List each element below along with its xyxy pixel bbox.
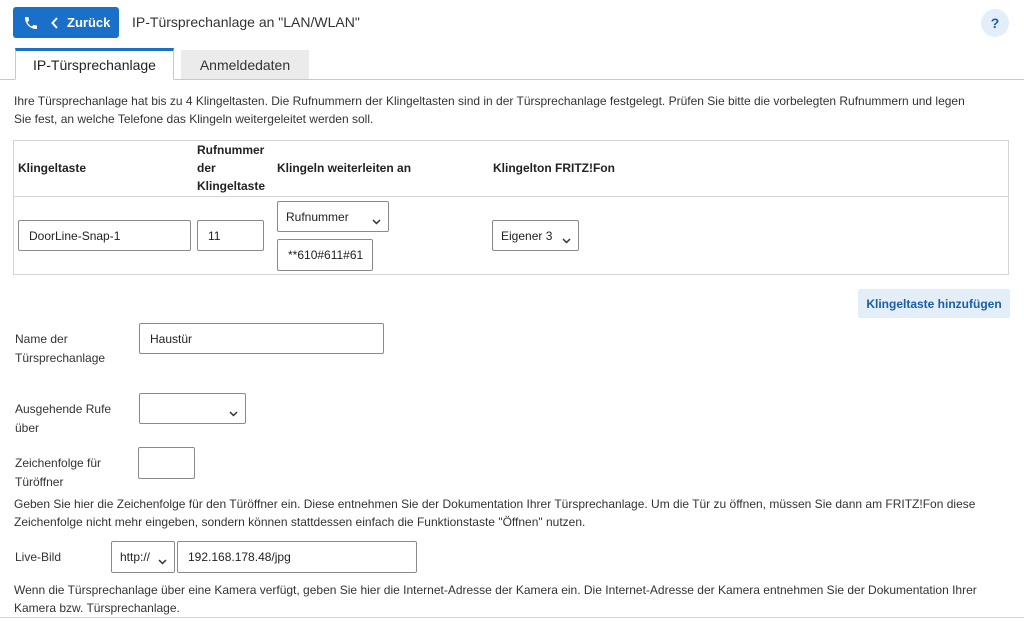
page-title: IP-Türsprechanlage an "LAN/WLAN"	[132, 14, 360, 30]
forward-type-select[interactable]	[277, 201, 389, 232]
tab-ip-tuersprechanlage[interactable]: IP-Türsprechanlage	[15, 48, 174, 80]
outgoing-label-2: über	[15, 421, 40, 435]
opener-label-1: Zeichenfolge für	[15, 456, 102, 470]
ringtone-select[interactable]	[492, 220, 579, 251]
help-button[interactable]: ?	[981, 9, 1009, 37]
live-help-line-2: Kamera bzw. Türsprechanlage.	[14, 601, 180, 615]
live-image-url-input[interactable]: 192.168.178.48/jpg	[177, 541, 417, 573]
forward-number-input[interactable]: **610#611#61	[277, 239, 373, 271]
forward-type-value: Rufnummer	[286, 209, 349, 224]
intro-line-2: Sie fest, an welche Telefone das Klingeln weitergeleitet werden soll.	[14, 112, 374, 126]
tab-anmeldedaten[interactable]: Anmeldedaten	[181, 50, 309, 79]
live-image-label: Live-Bild	[15, 550, 62, 564]
name-label-1: Name der	[15, 332, 68, 346]
chevron-down-icon	[229, 406, 238, 420]
col-header-rufnummer-3: Klingeltaste	[197, 179, 266, 193]
col-header-rufnummer-2: der	[197, 161, 216, 175]
live-help-line-1: Wenn die Türsprechanlage über eine Kamera verfügt, geben Sie hier die Internet-Adresse der Kamera ein. Die Internet-Adresse der Kamera entnehmen Sie der Dokumentation Ihrer	[14, 583, 977, 597]
outgoing-calls-select[interactable]	[139, 393, 246, 424]
chevron-down-icon	[158, 554, 167, 568]
opener-label-2: Türöffner	[15, 475, 64, 489]
opener-help-line-1: Geben Sie hier die Zeichenfolge für den Türöffner ein. Diese entnehmen Sie der Dokumentation Ihrer Türsprechanlage. Um die Tür zu öffnen, müssen Sie dann am FRITZ!Fon diese	[14, 497, 976, 511]
back-label: Zurück	[67, 15, 111, 30]
opener-help-line-2: Zeichenfolge nicht mehr eingeben, sondern können stattdessen einfach die Funktionstaste "Öffnen" nutzen.	[14, 515, 586, 529]
col-header-klingeltaste: Klingeltaste	[18, 161, 87, 175]
add-klingeltaste-button[interactable]: Klingeltaste hinzufügen	[858, 289, 1010, 318]
bottom-divider	[0, 617, 1024, 618]
outgoing-label-1: Ausgehende Rufe	[15, 402, 112, 416]
col-header-weiterleiten: Klingeln weiterleiten an	[277, 161, 412, 175]
protocol-value: http://	[120, 550, 151, 564]
col-header-rufnummer-1: Rufnummer	[197, 143, 265, 157]
klingeltaste-number-input[interactable]: 11	[197, 220, 264, 251]
opener-sequence-input[interactable]	[138, 447, 195, 479]
back-button[interactable]	[13, 7, 119, 38]
table-header-divider	[14, 196, 1008, 197]
protocol-select[interactable]	[111, 541, 175, 573]
name-input[interactable]: Haustür	[139, 323, 384, 354]
phone-icon	[23, 15, 39, 31]
chevron-down-icon	[372, 214, 381, 228]
chevron-left-icon	[51, 17, 59, 29]
col-header-klingelton: Klingelton FRITZ!Fon	[493, 161, 615, 175]
chevron-down-icon	[562, 233, 571, 247]
klingeltaste-name-input[interactable]: DoorLine-Snap-1	[18, 220, 191, 251]
name-label-2: Türsprechanlage	[15, 351, 106, 365]
intro-line-1: Ihre Türsprechanlage hat bis zu 4 Klingeltasten. Die Rufnummern der Klingeltasten sind in der Türsprechanlage festgelegt. Prüfen Sie bitte die vorbelegten Rufnummern und legen	[14, 94, 965, 108]
ringtone-value: Eigener 3	[501, 228, 553, 243]
